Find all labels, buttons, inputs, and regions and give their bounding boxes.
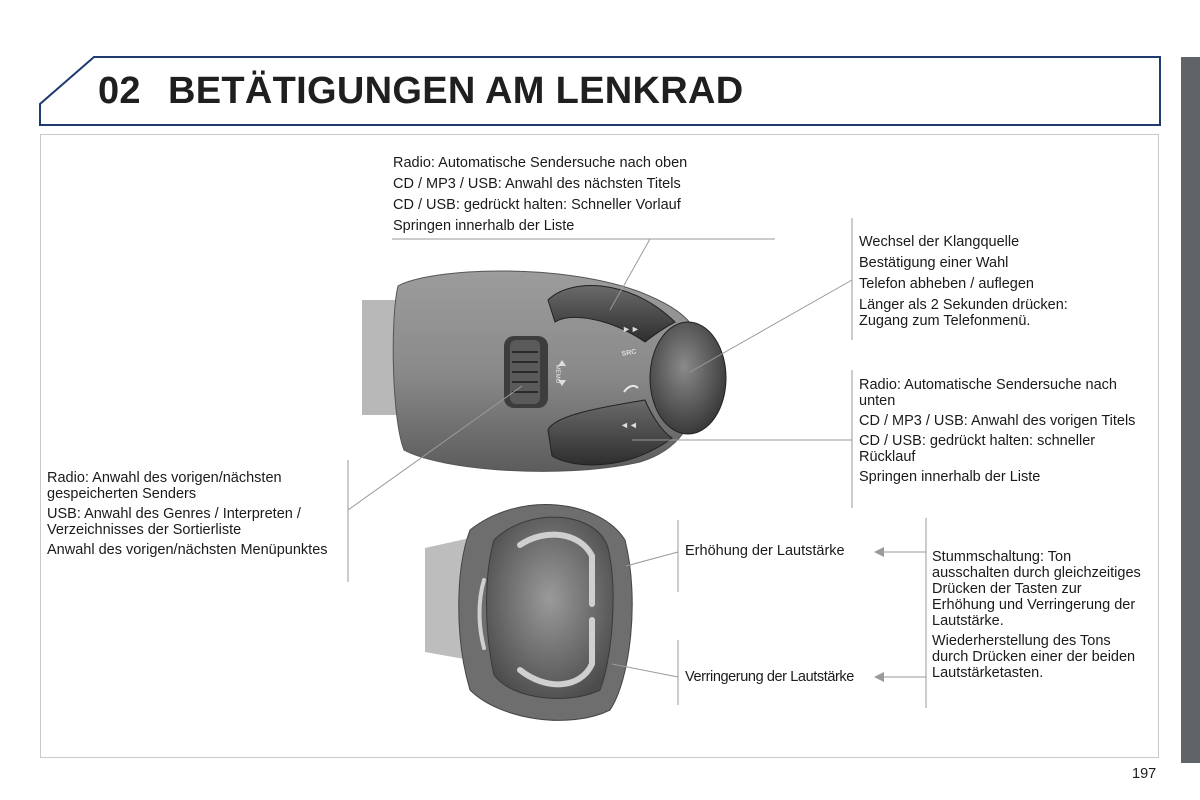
page-number: 197 bbox=[1132, 766, 1157, 782]
callout-line: CD / USB: gedrückt halten: schneller Rücklauf bbox=[859, 433, 1096, 465]
seek-up-callout bbox=[393, 155, 773, 239]
memo-label: MEMO bbox=[554, 364, 560, 384]
source-callout bbox=[859, 234, 1109, 333]
arrow-volume-up-icon bbox=[874, 547, 884, 557]
callout-line: Anwahl des vorigen/nächsten Menüpunktes bbox=[47, 542, 328, 558]
callout-line: USB: Anwahl des Genres / Interpreten / Verzeichnisses der Sortierliste bbox=[47, 506, 301, 538]
callout-line: Wechsel der Klangquelle bbox=[859, 234, 1020, 250]
volume-rocker-face bbox=[487, 517, 614, 698]
callout-line: Erhöhung der Lautstärke bbox=[685, 543, 845, 559]
fast-forward-icon: ►► bbox=[622, 324, 640, 334]
callout-line: Radio: Automatische Sendersuche nach oben bbox=[393, 155, 688, 171]
callout-line: Länger als 2 Sekunden drücken: Zugang zum Telefonmenü. bbox=[859, 297, 1068, 329]
callout-line: Radio: Automatische Sendersuche nach unten bbox=[859, 377, 1117, 409]
callout-line: CD / MP3 / USB: Anwahl des vorigen Titels bbox=[859, 413, 1136, 429]
callout-line: Springen innerhalb der Liste bbox=[859, 469, 1041, 485]
chapter-number: 02 bbox=[98, 70, 141, 112]
src-label: SRC bbox=[621, 348, 637, 358]
thumbwheel-callout bbox=[47, 470, 337, 562]
callout-line: Wiederherstellung des Tons durch Drücken einer der beiden Lautstärketasten. bbox=[932, 633, 1136, 681]
chapter-title: BETÄTIGUNGEN AM LENKRAD bbox=[168, 70, 744, 112]
arrow-volume-down-icon bbox=[874, 672, 884, 682]
callout-line: Verringerung der Lautstärke bbox=[685, 669, 854, 685]
lower-control-unit bbox=[425, 505, 632, 721]
callout-line: Bestätigung einer Wahl bbox=[859, 255, 1009, 271]
upper-control-unit bbox=[362, 271, 726, 471]
mute-callout bbox=[932, 549, 1142, 685]
callout-line: CD / USB: gedrückt halten: Schneller Vorlauf bbox=[393, 197, 681, 213]
callout-line: Telefon abheben / auflegen bbox=[859, 276, 1034, 292]
seek-down-callout bbox=[859, 377, 1151, 489]
rewind-icon: ◄◄ bbox=[620, 420, 638, 430]
volume-down-callout bbox=[685, 669, 875, 690]
volume-up-callout bbox=[685, 543, 875, 564]
callout-line: CD / MP3 / USB: Anwahl des nächsten Titels bbox=[393, 176, 681, 192]
callout-line: Radio: Anwahl des vorigen/nächsten gespeicherten Senders bbox=[47, 470, 282, 502]
source-knob[interactable] bbox=[650, 322, 726, 434]
callout-line: Springen innerhalb der Liste bbox=[393, 218, 575, 234]
callout-line: Stummschaltung: Ton ausschalten durch gleichzeitiges Drücken der Tasten zur Erhöhung und Verringerung der Lautstärke. bbox=[932, 549, 1141, 629]
